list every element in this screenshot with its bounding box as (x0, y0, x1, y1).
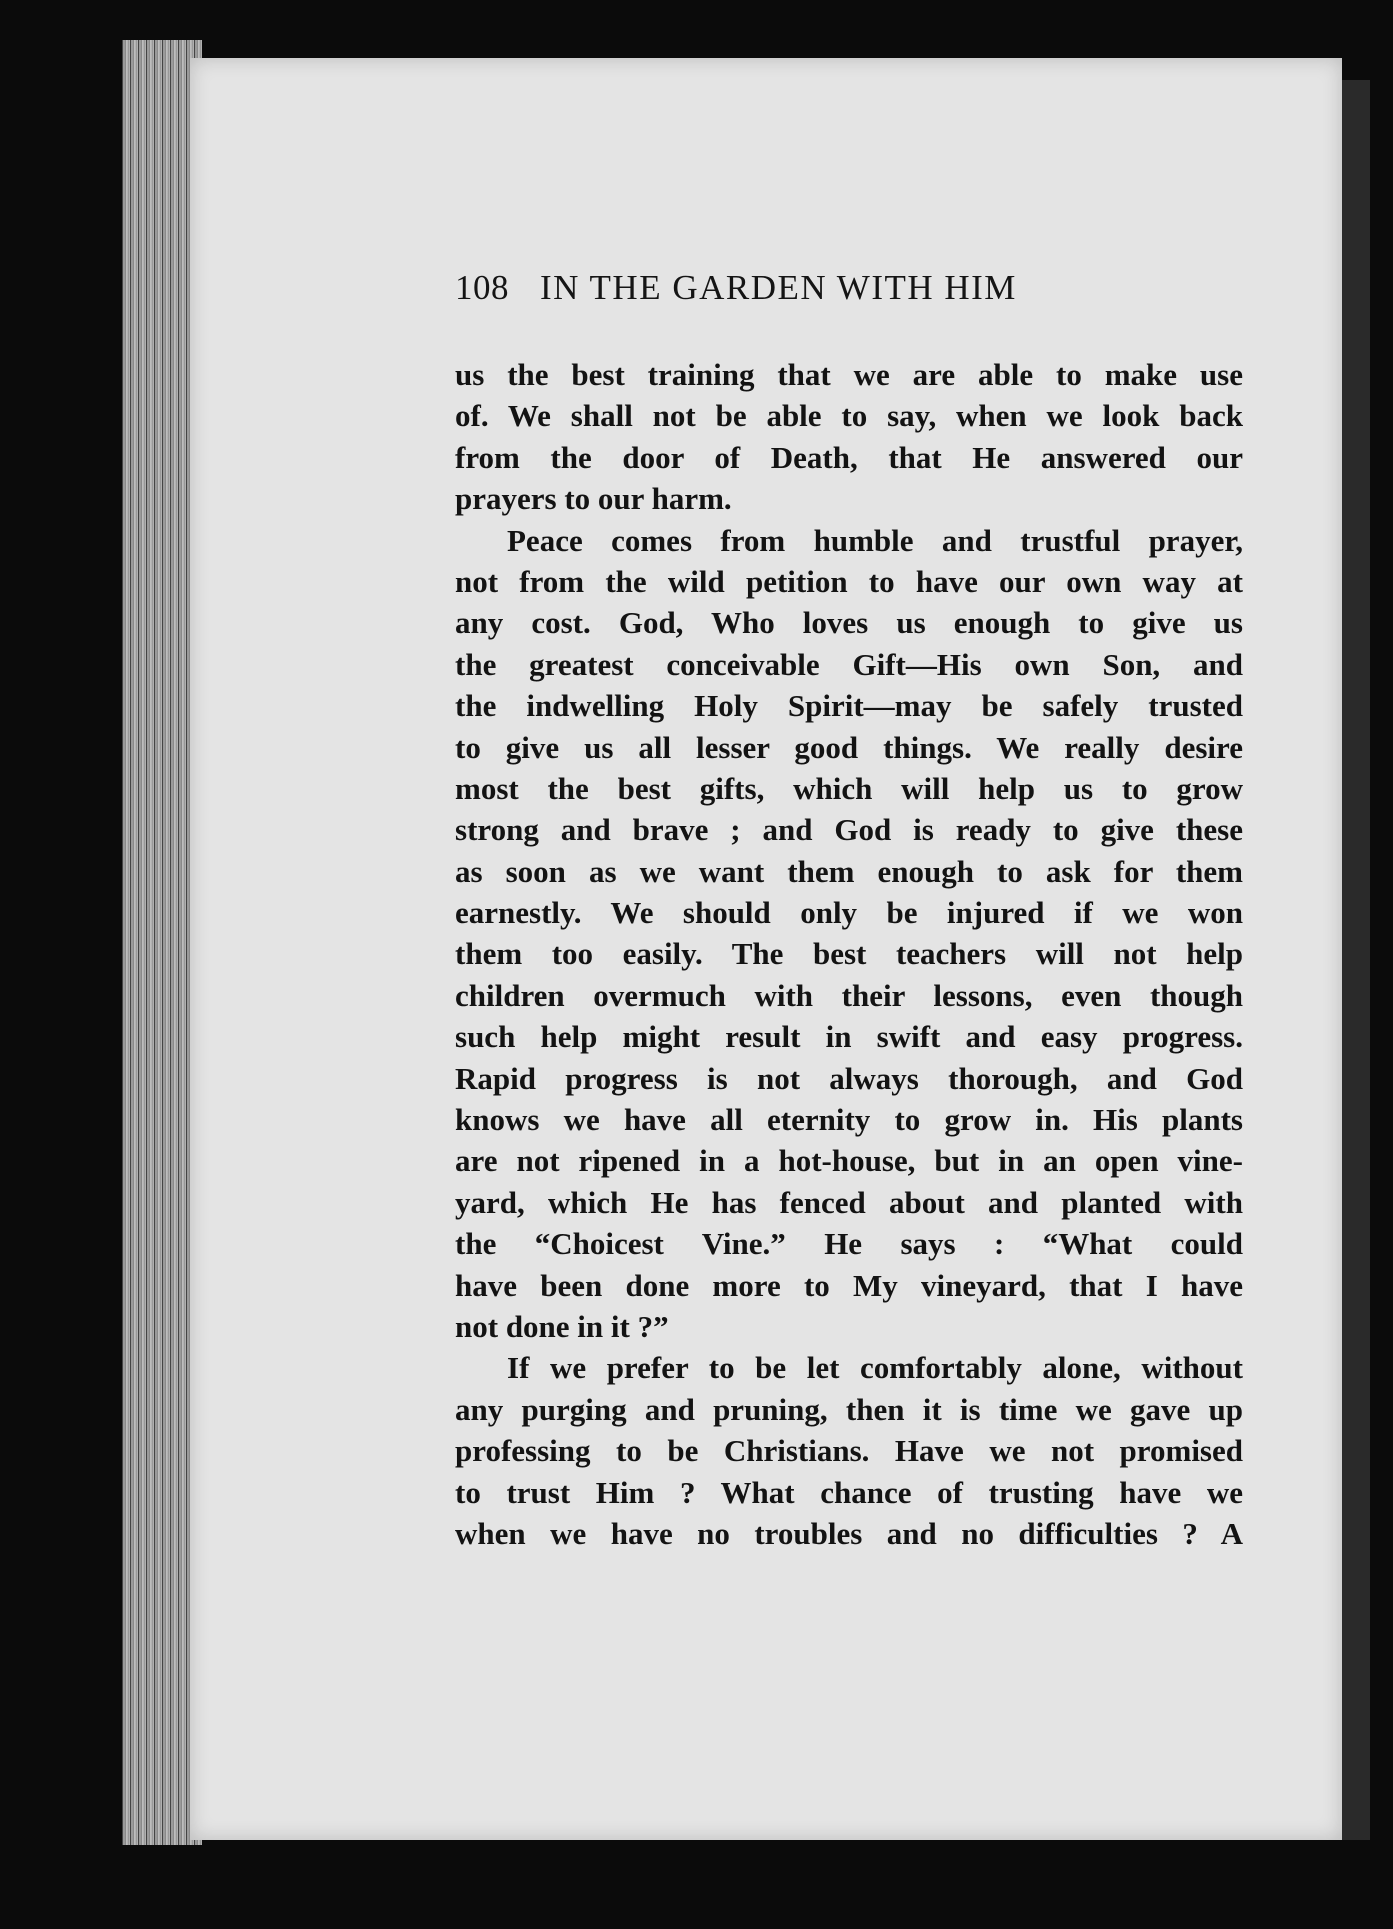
text-line: earnestly. We should only be injured if we won (455, 895, 1243, 931)
text-line: have been done more to My vineyard, that I have (455, 1267, 1243, 1303)
text-line: such help might result in swift and easy progress. (455, 1019, 1243, 1055)
text-line: Rapid progress is not always thorough, and God (455, 1060, 1243, 1096)
text-line: strong and brave ; and God is ready to give these (455, 812, 1243, 848)
paragraph (455, 1347, 1243, 1554)
text-line: most the best gifts, which will help us to grow (455, 770, 1243, 806)
text-line: yard, which He has fenced about and planted with (455, 1184, 1243, 1220)
running-head (455, 268, 1245, 318)
text-line: children overmuch with their lessons, even though (455, 977, 1243, 1013)
text-line: professing to be Christians. Have we not promised (455, 1433, 1243, 1469)
text-line: them too easily. The best teachers will not help (455, 936, 1243, 972)
text-line: the greatest conceivable Gift—His own Son, and (455, 646, 1243, 682)
text-line: any cost. God, Who loves us enough to give us (455, 605, 1243, 641)
running-title: IN THE GARDEN WITH HIM (540, 268, 1017, 307)
text-line: not from the wild petition to have our own way at (455, 563, 1243, 599)
text-line: not done in it ?” (455, 1308, 669, 1344)
text-line: us the best training that we are able to make use (455, 357, 1243, 392)
text-line: knows we have all eternity to grow in. His plants (455, 1102, 1243, 1138)
text-line: to trust Him ? What chance of trusting have we (455, 1474, 1243, 1510)
text-line: to give us all lesser good things. We really desire (455, 729, 1243, 765)
text-line: are not ripened in a hot-house, but in an open vine- (455, 1143, 1243, 1179)
text-line: when we have no troubles and no difficulties ? A (455, 1515, 1243, 1551)
paragraph (455, 354, 1243, 520)
text-line: Peace comes from humble and trustful prayer, (507, 522, 1243, 558)
binding-shadow (1340, 80, 1370, 1840)
text-line: from the door of Death, that He answered our (455, 439, 1243, 475)
text-line: If we prefer to be let comfortably alone, without (507, 1350, 1243, 1386)
body-text (455, 354, 1243, 1554)
text-line: prayers to our harm. (455, 481, 732, 517)
text-line: as soon as we want them enough to ask for them (455, 853, 1243, 889)
text-line: the “Choicest Vine.” He says : “What could (455, 1226, 1243, 1262)
text-line: any purging and pruning, then it is time we gave up (455, 1391, 1243, 1427)
page-number: 108 (455, 268, 509, 307)
text-line: of. We shall not be able to say, when we look back (455, 398, 1243, 434)
paragraph (455, 520, 1243, 1348)
text-line: the indwelling Holy Spirit—may be safely trusted (455, 688, 1243, 724)
